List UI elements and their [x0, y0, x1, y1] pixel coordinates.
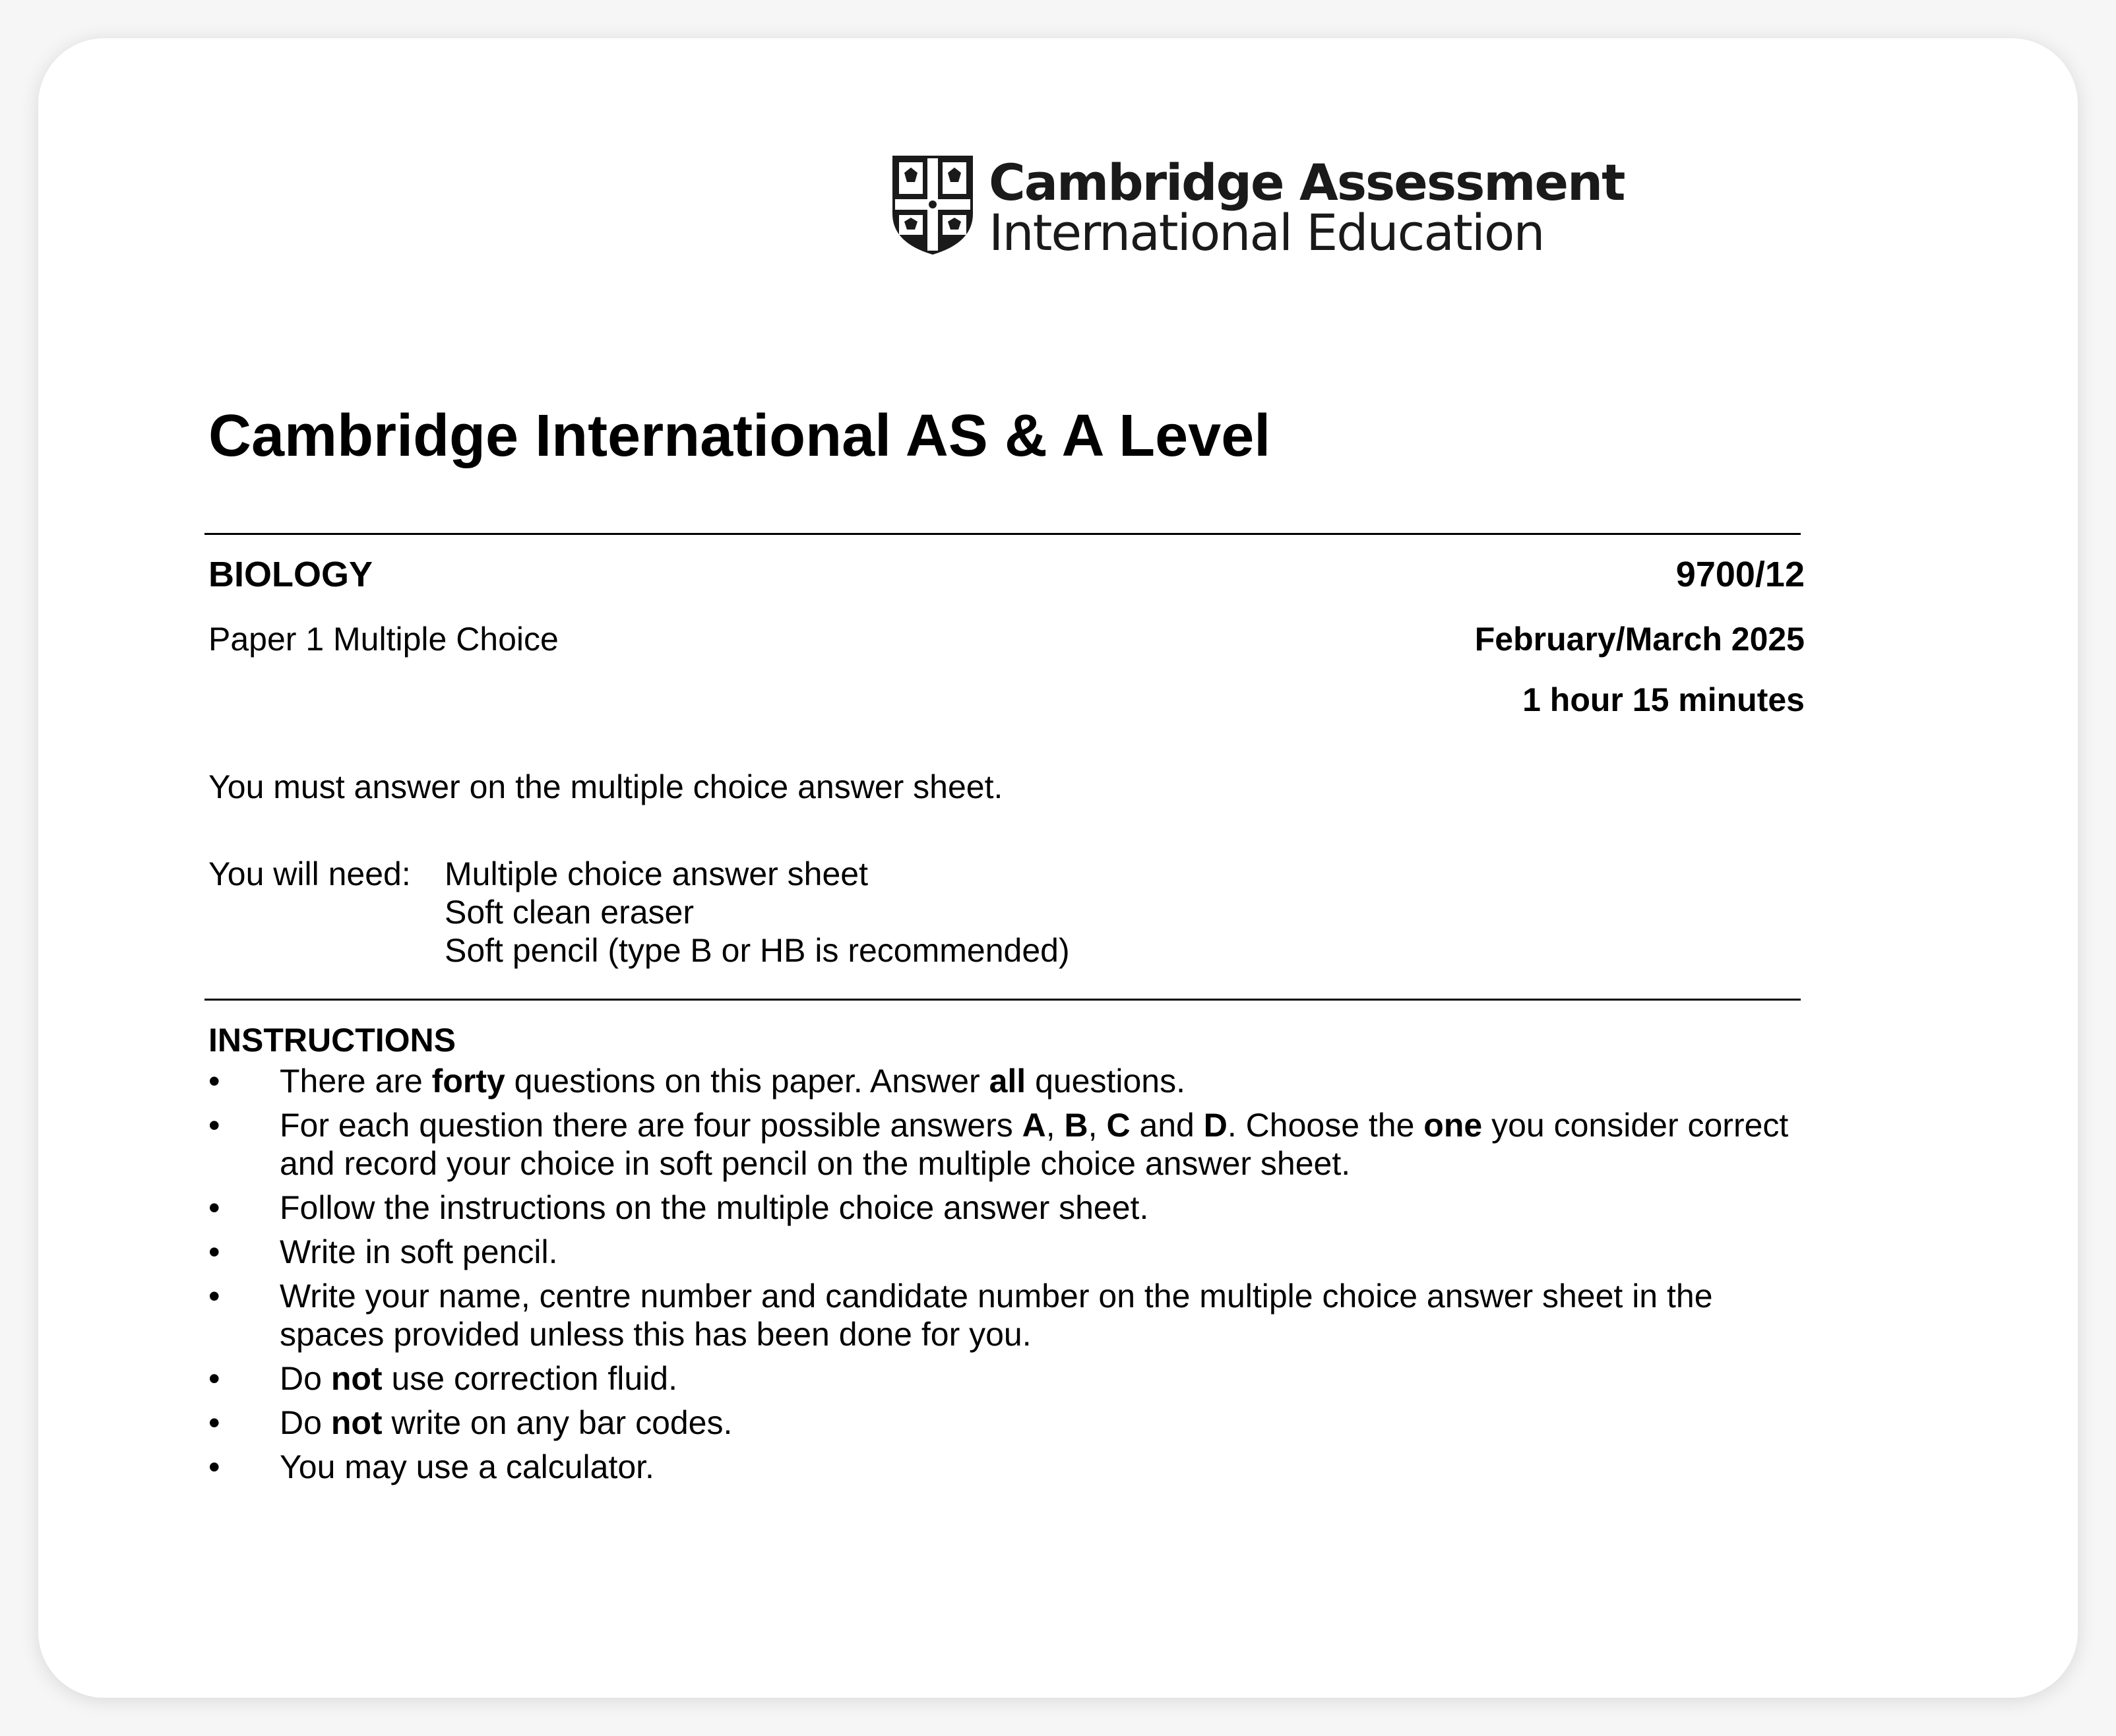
instruction-text: and	[1130, 1107, 1204, 1144]
instruction-emphasis: one	[1423, 1107, 1483, 1144]
logo-name-line1: Cambridge Assessment	[989, 153, 1625, 212]
instruction-text: ,	[1088, 1107, 1107, 1144]
instruction-emphasis: not	[330, 1404, 383, 1441]
materials-item: Multiple choice answer sheet	[445, 855, 868, 892]
cambridge-crest-icon	[890, 153, 976, 256]
bullet-icon: •	[208, 1360, 220, 1397]
bullet-icon: •	[208, 1189, 220, 1226]
instruction-emphasis: not	[330, 1360, 383, 1397]
instruction-emphasis: C	[1106, 1107, 1131, 1144]
instructions-heading: INSTRUCTIONS	[208, 1022, 456, 1059]
instruction-emphasis: B	[1064, 1107, 1088, 1144]
bullet-icon: •	[208, 1063, 220, 1100]
instruction-text: . Choose the	[1227, 1107, 1424, 1144]
instruction-text: For each question there are four possible answers	[280, 1107, 1022, 1144]
exam-session: February/March 2025	[1474, 621, 1805, 658]
logo-name-line2: International Education	[989, 203, 1544, 262]
instruction-item	[208, 1404, 1805, 1442]
answer-instruction: You must answer on the multiple choice answer sheet.	[208, 768, 1003, 805]
instruction-emphasis: all	[989, 1063, 1026, 1100]
paper-name: Paper 1 Multiple Choice	[208, 621, 559, 658]
instruction-text: Write your name, centre number and candidate number on the multiple choice answer sheet in the spaces provided unless this has been done for you.	[280, 1278, 1713, 1353]
instruction-item	[208, 1277, 1805, 1353]
cambridge-logo	[890, 153, 1625, 262]
instruction-text: There are	[280, 1063, 432, 1100]
bullet-icon: •	[208, 1448, 220, 1485]
bullet-icon: •	[208, 1233, 220, 1270]
materials-item: Soft clean eraser	[445, 894, 694, 931]
instruction-text: questions.	[1026, 1063, 1185, 1100]
instruction-text: you consider correct and record your choice in soft pencil on the multiple choice answer sheet.	[280, 1107, 1789, 1182]
instruction-text: write on any bar codes.	[382, 1404, 733, 1441]
exam-duration: 1 hour 15 minutes	[1522, 681, 1805, 718]
instruction-text: Write in soft pencil.	[280, 1233, 558, 1270]
header-divider	[204, 533, 1801, 535]
instruction-text: You may use a calculator.	[280, 1448, 654, 1485]
instructions-list	[208, 1062, 1805, 1492]
instruction-text: Do	[280, 1360, 331, 1397]
materials-list	[445, 855, 1070, 970]
syllabus-code: 9700/12	[1675, 555, 1805, 594]
instruction-item	[208, 1189, 1805, 1227]
instruction-text: ,	[1045, 1107, 1065, 1144]
instruction-item	[208, 1233, 1805, 1271]
instruction-item	[208, 1359, 1805, 1398]
bullet-icon: •	[208, 1404, 220, 1441]
instructions-divider	[204, 999, 1801, 1001]
bullet-icon: •	[208, 1107, 220, 1144]
instruction-emphasis: D	[1203, 1107, 1228, 1144]
instruction-item	[208, 1448, 1805, 1486]
instruction-text: Do	[280, 1404, 331, 1441]
instruction-emphasis: A	[1022, 1107, 1046, 1144]
instruction-item	[208, 1062, 1805, 1100]
instruction-text: Follow the instructions on the multiple choice answer sheet.	[280, 1189, 1149, 1226]
instruction-text: questions on this paper. Answer	[505, 1063, 989, 1100]
instruction-emphasis: forty	[431, 1063, 505, 1100]
instruction-item	[208, 1106, 1805, 1183]
materials-label: You will need:	[208, 855, 411, 892]
bullet-icon: •	[208, 1278, 220, 1315]
materials-item: Soft pencil (type B or HB is recommended)	[445, 932, 1070, 969]
qualification-title: Cambridge International AS & A Level	[208, 403, 1271, 469]
subject-name: BIOLOGY	[208, 555, 373, 594]
instruction-text: use correction fluid.	[382, 1360, 677, 1397]
